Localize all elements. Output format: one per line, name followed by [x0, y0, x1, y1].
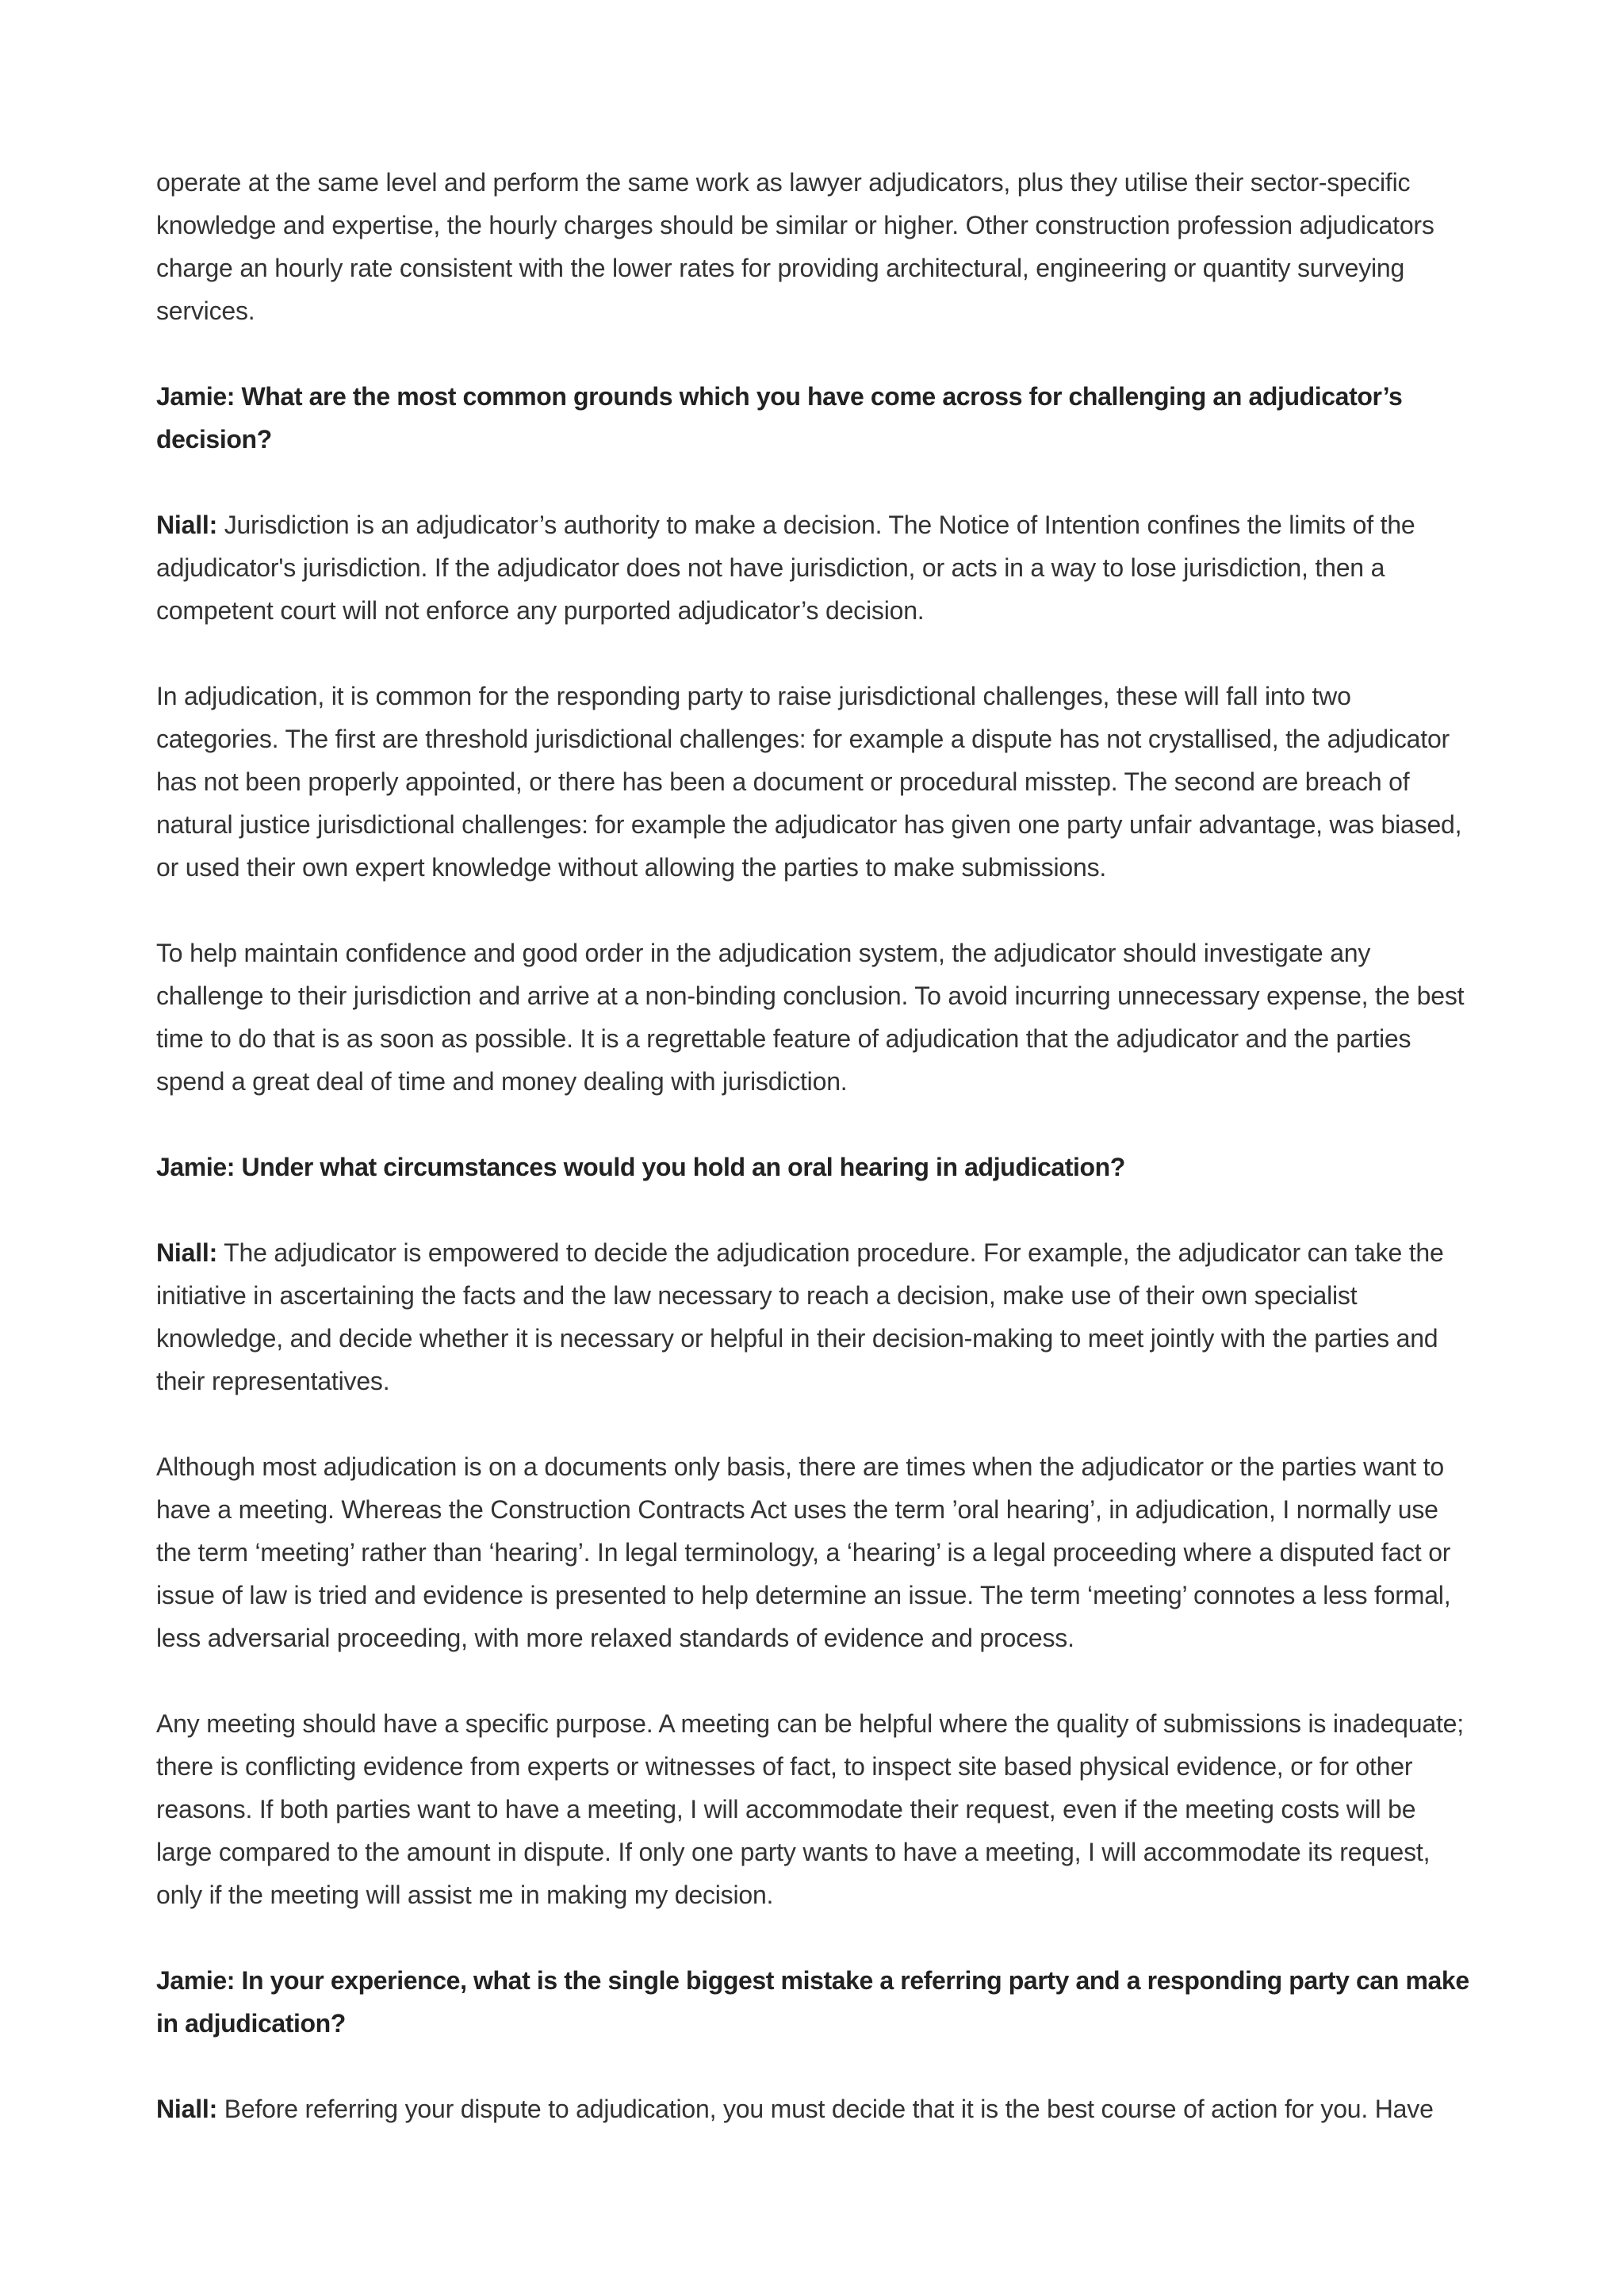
answer-text: Jurisdiction is an adjudicator’s authority to make a decision. The Notice of Intention confines the limits of the adjudicator's jurisdiction. If the adjudicator does not have jurisdiction, or acts in a way to lose jurisdiction, then a competent court will not enforce any purported adjudicator’s decision.: [156, 511, 1415, 625]
answer-text: Before referring your dispute to adjudication, you must decide that it is the best course of action for you. Have: [224, 2095, 1434, 2123]
interview-answer: [156, 503, 1476, 632]
speaker-label: Niall:: [156, 1238, 218, 1267]
body-paragraph: [156, 675, 1476, 889]
body-paragraph: [156, 1445, 1476, 1659]
question-text: Jamie: Under what circumstances would you hold an oral hearing in adjudication?: [156, 1153, 1125, 1181]
paragraph-text: Although most adjudication is on a documents only basis, there are times when the adjudicator or the parties want to have a meeting. Whereas the Construction Contracts Act uses the term ’oral hearing’, in adjudication, I normally use the term ‘meeting’ rather than ‘hearing’. In legal terminology, a ‘hearing’ is a legal proceeding where a disputed fact or issue of law is tried and evidence is presented to help determine an issue. The term ‘meeting’ connotes a less formal, less adversarial proceeding, with more relaxed standards of evidence and process.: [156, 1452, 1451, 1652]
speaker-label: Niall:: [156, 2095, 218, 2123]
body-paragraph: [156, 932, 1476, 1103]
paragraph-text: operate at the same level and perform the same work as lawyer adjudicators, plus they utilise their sector-specific knowledge and expertise, the hourly charges should be similar or higher. Other construction profession adjudicators charge an hourly rate consistent with the lower rates for providing architectural, engineering or quantity surveying services.: [156, 168, 1434, 325]
paragraph-text: To help maintain confidence and good order in the adjudication system, the adjudicator should investigate any challenge to their jurisdiction and arrive at a non-binding conclusion. To avoid incurring unnecessary expense, the best time to do that is as soon as possible. It is a regrettable feature of adjudication that the adjudicator and the parties spend a great deal of time and money dealing with jurisdiction.: [156, 939, 1465, 1096]
body-paragraph: [156, 161, 1476, 332]
interview-answer: [156, 1231, 1476, 1402]
question-text: Jamie: In your experience, what is the single biggest mistake a referring party and a responding party can make in adjudication?: [156, 1966, 1469, 2038]
body-paragraph: [156, 1702, 1476, 1916]
answer-text: The adjudicator is empowered to decide the adjudication procedure. For example, the adjudicator can take the initiative in ascertaining the facts and the law necessary to reach a decision, make use of their own specialist knowledge, and decide whether it is necessary or helpful in their decision-making to meet jointly with the parties and their representatives.: [156, 1238, 1444, 1395]
interview-question: [156, 1146, 1476, 1188]
interview-answer: [156, 2087, 1476, 2130]
interview-question: [156, 1959, 1476, 2045]
paragraph-text: In adjudication, it is common for the responding party to raise jurisdictional challenges, these will fall into two categories. The first are threshold jurisdictional challenges: for example a dispute has not crystallised, the adjudicator has not been properly appointed, or there has been a document or procedural misstep. The second are breach of natural justice jurisdictional challenges: for example the adjudicator has given one party unfair advantage, was biased, or used their own expert knowledge without allowing the parties to make submissions.: [156, 682, 1462, 882]
question-text: Jamie: What are the most common grounds which you have come across for challenging an adjudicator’s decision?: [156, 382, 1403, 453]
paragraph-text: Any meeting should have a specific purpose. A meeting can be helpful where the quality of submissions is inadequate; there is conflicting evidence from experts or witnesses of fact, to inspect site based physical evidence, or for other reasons. If both parties want to have a meeting, I will accommodate their request, even if the meeting costs will be large compared to the amount in dispute. If only one party wants to have a meeting, I will accommodate its request, only if the meeting will assist me in making my decision.: [156, 1709, 1464, 1909]
speaker-label: Niall:: [156, 511, 218, 539]
interview-question: [156, 375, 1476, 461]
document-page: [156, 161, 1476, 2173]
